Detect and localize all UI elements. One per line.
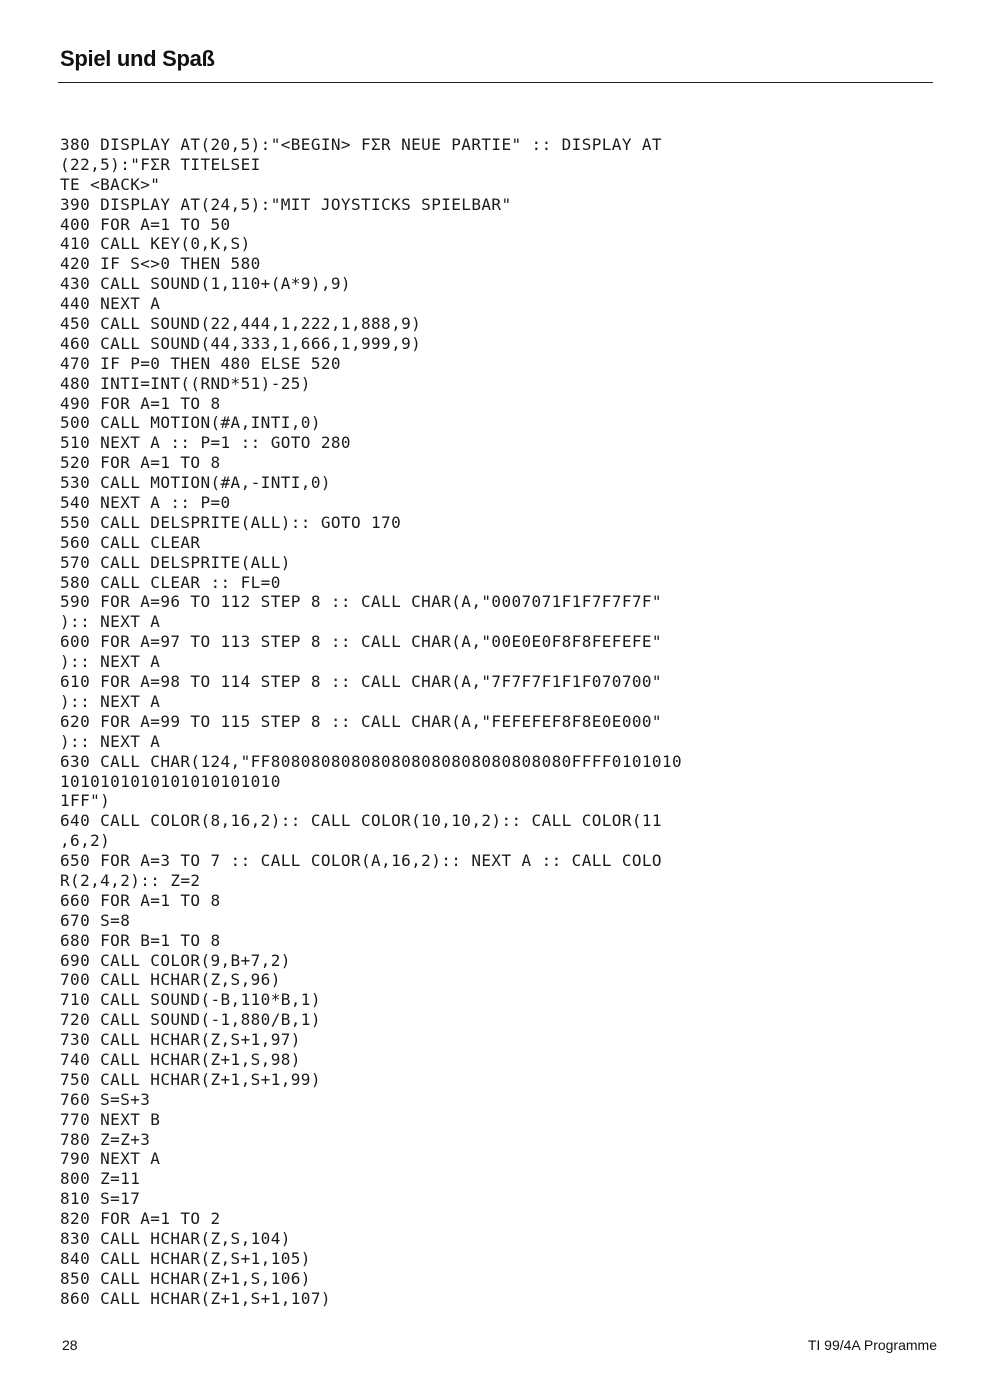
page-number: 28 [62,1337,78,1353]
code-line: 440 NEXT A [60,294,161,314]
code-line: 780 Z=Z+3 [60,1129,151,1149]
code-line: 690 CALL COLOR(9,B+7,2) [60,950,291,970]
code-line: 420 IF S<>0 THEN 580 [60,254,261,274]
code-line: 390 DISPLAY AT(24,5):"MIT JOYSTICKS SPIELBAR" [60,194,512,214]
code-line: 840 CALL HCHAR(Z,S+1,105) [60,1248,311,1268]
code-line: 790 NEXT A [60,1149,161,1169]
code-line: R(2,4,2):: Z=2 [60,870,201,890]
code-line: 830 CALL HCHAR(Z,S,104) [60,1228,291,1248]
code-line: ):: NEXT A [60,731,161,751]
code-line: 470 IF P=0 THEN 480 ELSE 520 [60,353,341,373]
code-line: 760 S=S+3 [60,1089,151,1109]
code-line: 1FF") [60,791,111,811]
code-line: 450 CALL SOUND(22,444,1,222,1,888,9) [60,314,422,334]
code-line: 520 FOR A=1 TO 8 [60,453,221,473]
code-line: 480 INTI=INT((RND*51)-25) [60,373,311,393]
code-line: 550 CALL DELSPRITE(ALL):: GOTO 170 [60,512,402,532]
code-line: 400 FOR A=1 TO 50 [60,214,231,234]
page-header-title: Spiel und Spaß [60,46,215,71]
code-line: 860 CALL HCHAR(Z+1,S+1,107) [60,1288,331,1308]
code-line: 800 Z=11 [60,1169,141,1189]
code-line: 410 CALL KEY(0,K,S) [60,234,251,254]
basic-program-listing [60,135,800,1309]
code-line: 590 FOR A=96 TO 112 STEP 8 :: CALL CHAR(A,"0007071F1F7F7F7F" [60,592,662,612]
code-line: 570 CALL DELSPRITE(ALL) [60,552,291,572]
code-line: 530 CALL MOTION(#A,-INTI,0) [60,473,331,493]
code-line: 560 CALL CLEAR [60,532,201,552]
code-line: 430 CALL SOUND(1,110+(A*9),9) [60,274,351,294]
code-line: 660 FOR A=1 TO 8 [60,890,221,910]
code-line: (22,5):"FΣR TITELSEI [60,154,261,174]
code-line: ):: NEXT A [60,691,161,711]
code-line: 540 NEXT A :: P=0 [60,493,231,513]
code-line: 490 FOR A=1 TO 8 [60,393,221,413]
code-line: 640 CALL COLOR(8,16,2):: CALL COLOR(10,10,2):: CALL COLOR(11 [60,811,662,831]
code-line: TE <BACK>" [60,174,161,194]
code-line: 460 CALL SOUND(44,333,1,666,1,999,9) [60,333,422,353]
code-line: 670 S=8 [60,910,131,930]
code-line: 510 NEXT A :: P=1 :: GOTO 280 [60,433,351,453]
book-title: TI 99/4A Programme [807,1337,937,1353]
code-line: ):: NEXT A [60,652,161,672]
code-line: 620 FOR A=99 TO 115 STEP 8 :: CALL CHAR(A,"FEFEFEF8F8E0E000" [60,711,662,731]
code-line: 600 FOR A=97 TO 113 STEP 8 :: CALL CHAR(A,"00E0E0F8F8FEFEFE" [60,632,662,652]
code-line: ):: NEXT A [60,612,161,632]
code-line: 750 CALL HCHAR(Z+1,S+1,99) [60,1069,321,1089]
code-line: 740 CALL HCHAR(Z+1,S,98) [60,1049,301,1069]
code-line: 770 NEXT B [60,1109,161,1129]
code-line: 730 CALL HCHAR(Z,S+1,97) [60,1030,301,1050]
code-line: 380 DISPLAY AT(20,5):"<BEGIN> FΣR NEUE PARTIE" :: DISPLAY AT [60,135,662,154]
code-line: 700 CALL HCHAR(Z,S,96) [60,970,281,990]
code-line: 820 FOR A=1 TO 2 [60,1209,221,1229]
code-line: 650 FOR A=3 TO 7 :: CALL COLOR(A,16,2):: NEXT A :: CALL COLO [60,851,662,871]
code-line: 810 S=17 [60,1189,141,1209]
code-line: 1010101010101010101010 [60,771,281,791]
code-line: 580 CALL CLEAR :: FL=0 [60,572,281,592]
code-line: 850 CALL HCHAR(Z+1,S,106) [60,1268,311,1288]
code-line: ,6,2) [60,831,111,851]
code-line: 720 CALL SOUND(-1,880/B,1) [60,1010,321,1030]
header-divider [58,82,933,83]
code-line: 610 FOR A=98 TO 114 STEP 8 :: CALL CHAR(A,"7F7F7F1F1F070700" [60,672,662,692]
code-line: 500 CALL MOTION(#A,INTI,0) [60,413,321,433]
code-line: 680 FOR B=1 TO 8 [60,930,221,950]
code-line: 710 CALL SOUND(-B,110*B,1) [60,990,321,1010]
code-line: 630 CALL CHAR(124,"FF808080808080808080808080808080FFFF0101010 [60,751,683,771]
